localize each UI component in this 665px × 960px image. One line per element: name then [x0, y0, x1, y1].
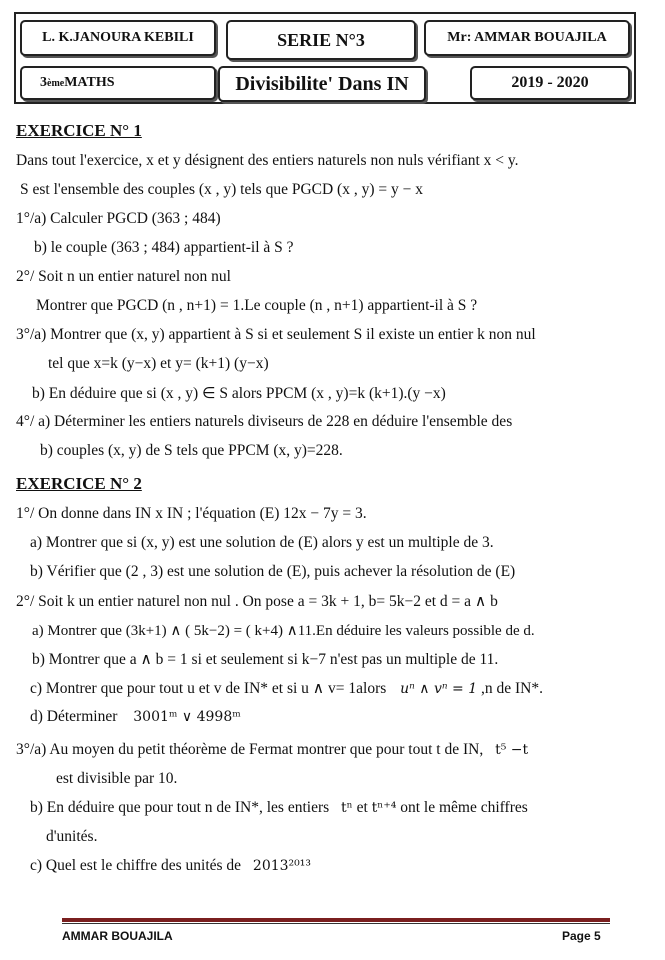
ex2-line-6: b) Montrer que a ∧ b = 1 si et seulement si k−7 n'est pas un multiple de 11.	[32, 651, 499, 668]
ex2-line-8	[30, 708, 241, 726]
page-title: Divisibilite' Dans IN	[235, 72, 409, 95]
ex2-line-7-formula: uⁿ ∧ vⁿ = 1	[400, 681, 478, 697]
footer-author: AMMAR BOUAJILA	[62, 929, 173, 943]
ex1-line-6: Montrer que PGCD (n , n+1) = 1.Le couple (n , n+1) appartient-il à S ?	[36, 297, 478, 314]
ex2-line-10: est divisible par 10.	[56, 770, 178, 787]
ex2-line-5: a) Montrer que (3k+1) ∧ ( 5k−2) = ( k+4) ∧11.En déduire les valeurs possible de d.	[32, 623, 535, 639]
series-box	[226, 20, 416, 60]
ex2-line-11-formula-1: tⁿ	[341, 800, 353, 816]
level-num: 3	[40, 75, 47, 90]
series-label: SERIE N°3	[277, 29, 365, 50]
footer-rule-thin	[62, 923, 610, 924]
ex1-line-8: tel que x=k (y−x) et y= (k+1) (y−x)	[48, 355, 269, 372]
level-sup: ème	[47, 77, 65, 89]
school-box	[20, 20, 216, 56]
title-box	[218, 66, 426, 102]
ex2-line-2: a) Montrer que si (x, y) est une solution de (E) alors y est un multiple de 3.	[30, 534, 494, 551]
ex2-line-11-mid: et	[352, 799, 372, 816]
ex1-line-11: b) couples (x, y) de S tels que PPCM (x, y)=228.	[40, 442, 343, 459]
ex2-line-9-formula: t⁵ −t	[495, 742, 529, 758]
ex1-line-2: S est l'ensemble des couples (x , y) tels que PGCD (x , y) = y − x	[20, 181, 423, 198]
ex2-line-11-text: b) En déduire que pour tout n de IN*, les entiers	[30, 799, 330, 816]
ex2-line-4: 2°/ Soit k un entier naturel non nul . On pose a = 3k + 1, b= 5k−2 et d = a ∧ b	[16, 593, 498, 610]
ex2-line-12: d'unités.	[46, 828, 98, 845]
ex2-line-8-text: d) Déterminer	[30, 708, 118, 725]
ex1-line-5: 2°/ Soit n un entier naturel non nul	[16, 268, 231, 285]
ex2-line-9-text: 3°/a) Au moyen du petit théorème de Fermat montrer que pour tout t de IN,	[16, 741, 484, 758]
level-subject: MATHS	[64, 75, 115, 90]
ex2-line-1: 1°/ On donne dans IN x IN ; l'équation (E) 12x − 7y = 3.	[16, 505, 367, 522]
ex1-line-3: 1°/a) Calculer PGCD (363 ; 484)	[16, 210, 221, 227]
ex2-line-8-formula: 3001ᵐ ∨ 4998ᵐ	[133, 709, 241, 725]
school-name: L. K.JANOURA KEBILI	[42, 30, 194, 45]
school-year: 2019 - 2020	[511, 74, 589, 91]
year-box	[470, 66, 630, 100]
ex2-line-7-text: c) Montrer que pour tout u et v de IN* et si u ∧ v= 1alors	[30, 680, 387, 697]
teacher-name: Mr: AMMAR BOUAJILA	[447, 30, 607, 45]
ex2-line-13-text: c) Quel est le chiffre des unités de	[30, 857, 242, 874]
exercise-1-title: EXERCICE N° 1	[16, 121, 142, 140]
teacher-box	[424, 20, 630, 56]
footer-rule	[62, 918, 610, 922]
footer-page-number: Page 5	[562, 929, 601, 943]
ex2-line-3: b) Vérifier que (2 , 3) est une solution de (E), puis achever la résolution de (E)	[30, 563, 516, 580]
exercise-2-title: EXERCICE N° 2	[16, 474, 142, 493]
ex1-line-1: Dans tout l'exercice, x et y désignent des entiers naturels non nuls vérifiant x < y.	[16, 152, 519, 169]
ex2-line-11-formula-2: tⁿ⁺⁴	[371, 800, 397, 816]
ex1-line-10: 4°/ a) Déterminer les entiers naturels diviseurs de 228 en déduire l'ensemble des	[16, 413, 513, 430]
ex2-line-7-end: ,n de IN*.	[477, 680, 543, 697]
ex2-line-13-formula: 2013²⁰¹³	[252, 858, 311, 874]
level-box	[20, 66, 216, 100]
ex2-line-7	[30, 679, 543, 698]
ex1-line-4: b) le couple (363 ; 484) appartient-il à S ?	[34, 239, 294, 256]
ex1-line-7: 3°/a) Montrer que (x, y) appartient à S si et seulement S il existe un entier k non nul	[16, 326, 536, 343]
ex2-line-9	[16, 741, 528, 759]
ex2-line-11-end: ont le même chiffres	[396, 799, 528, 816]
ex2-line-13	[30, 857, 311, 875]
ex2-line-11	[30, 799, 528, 817]
ex1-line-9: b) En déduire que si (x , y) ∈ S alors PPCM (x , y)=k (k+1).(y −x)	[32, 385, 446, 402]
